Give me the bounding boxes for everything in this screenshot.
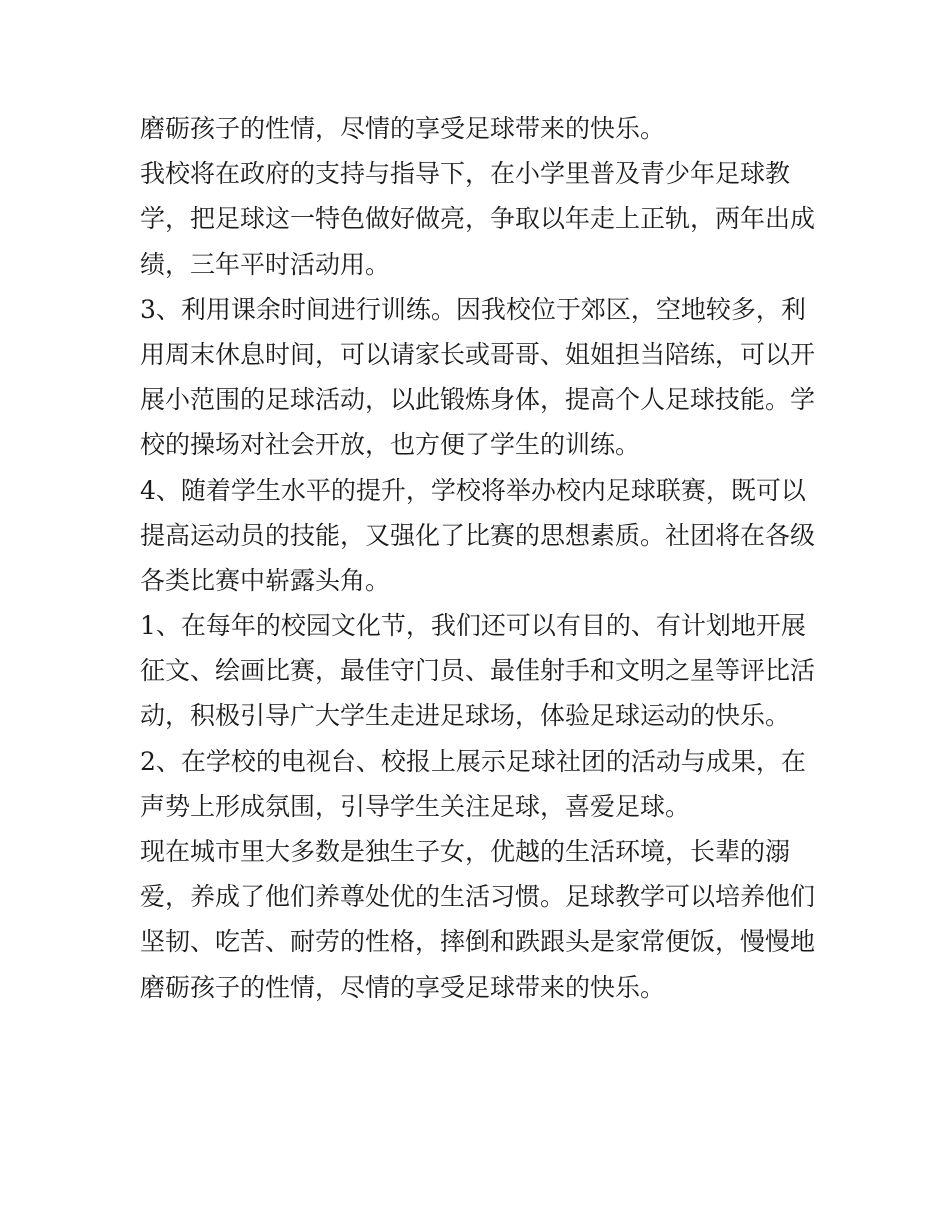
text-line: 提高运动员的技能，又强化了比赛的思想素质。社团将在各级 bbox=[140, 520, 816, 550]
text-line: 展小范围的足球活动，以此锻炼身体，提高个人足球技能。学 bbox=[140, 385, 816, 415]
body-text bbox=[140, 106, 820, 1010]
text-line: 声势上形成氛围，引导学生关注足球，喜爱足球。 bbox=[140, 791, 691, 821]
text-line: 3、利用课余时间进行训练。因我校位于郊区，空地较多，利 bbox=[140, 294, 806, 324]
text-line: 动，积极引导广大学生走进足球场，体验足球运动的快乐。 bbox=[140, 701, 791, 731]
text-line: 1、在每年的校园文化节，我们还可以有目的、有计划地开展 bbox=[140, 611, 806, 641]
text-line: 征文、绘画比赛，最佳守门员、最佳射手和文明之星等评比活 bbox=[140, 656, 816, 686]
text-line: 用周末休息时间，可以请家长或哥哥、姐姐担当陪练，可以开 bbox=[140, 339, 816, 369]
text-line: 学，把足球这一特色做好做亮，争取以年走上正轨，两年出成 bbox=[140, 204, 816, 234]
text-line: 我校将在政府的支持与指导下，在小学里普及青少年足球教 bbox=[140, 159, 791, 189]
text-line: 磨砺孩子的性情，尽情的享受足球带来的快乐。 bbox=[140, 972, 666, 1002]
text-line: 坚韧、吃苦、耐劳的性格，摔倒和跌跟头是家常便饭，慢慢地 bbox=[140, 927, 816, 957]
text-line: 爱，养成了他们养尊处优的生活习惯。足球教学可以培养他们 bbox=[140, 882, 816, 912]
text-line: 磨砺孩子的性情，尽情的享受足球带来的快乐。 bbox=[140, 114, 666, 143]
text-line: 绩，三年平时活动用。 bbox=[140, 249, 391, 279]
text-line: 4、随着学生水平的提升，学校将举办校内足球联赛，既可以 bbox=[140, 475, 806, 505]
text-line: 现在城市里大多数是独生子女，优越的生活环境，长辈的溺 bbox=[140, 837, 791, 866]
text-line: 各类比赛中崭露头角。 bbox=[140, 565, 391, 595]
text-line: 2、在学校的电视台、校报上展示足球社团的活动与成果，在 bbox=[140, 746, 806, 776]
text-line: 校的操场对社会开放，也方便了学生的训练。 bbox=[140, 430, 641, 460]
